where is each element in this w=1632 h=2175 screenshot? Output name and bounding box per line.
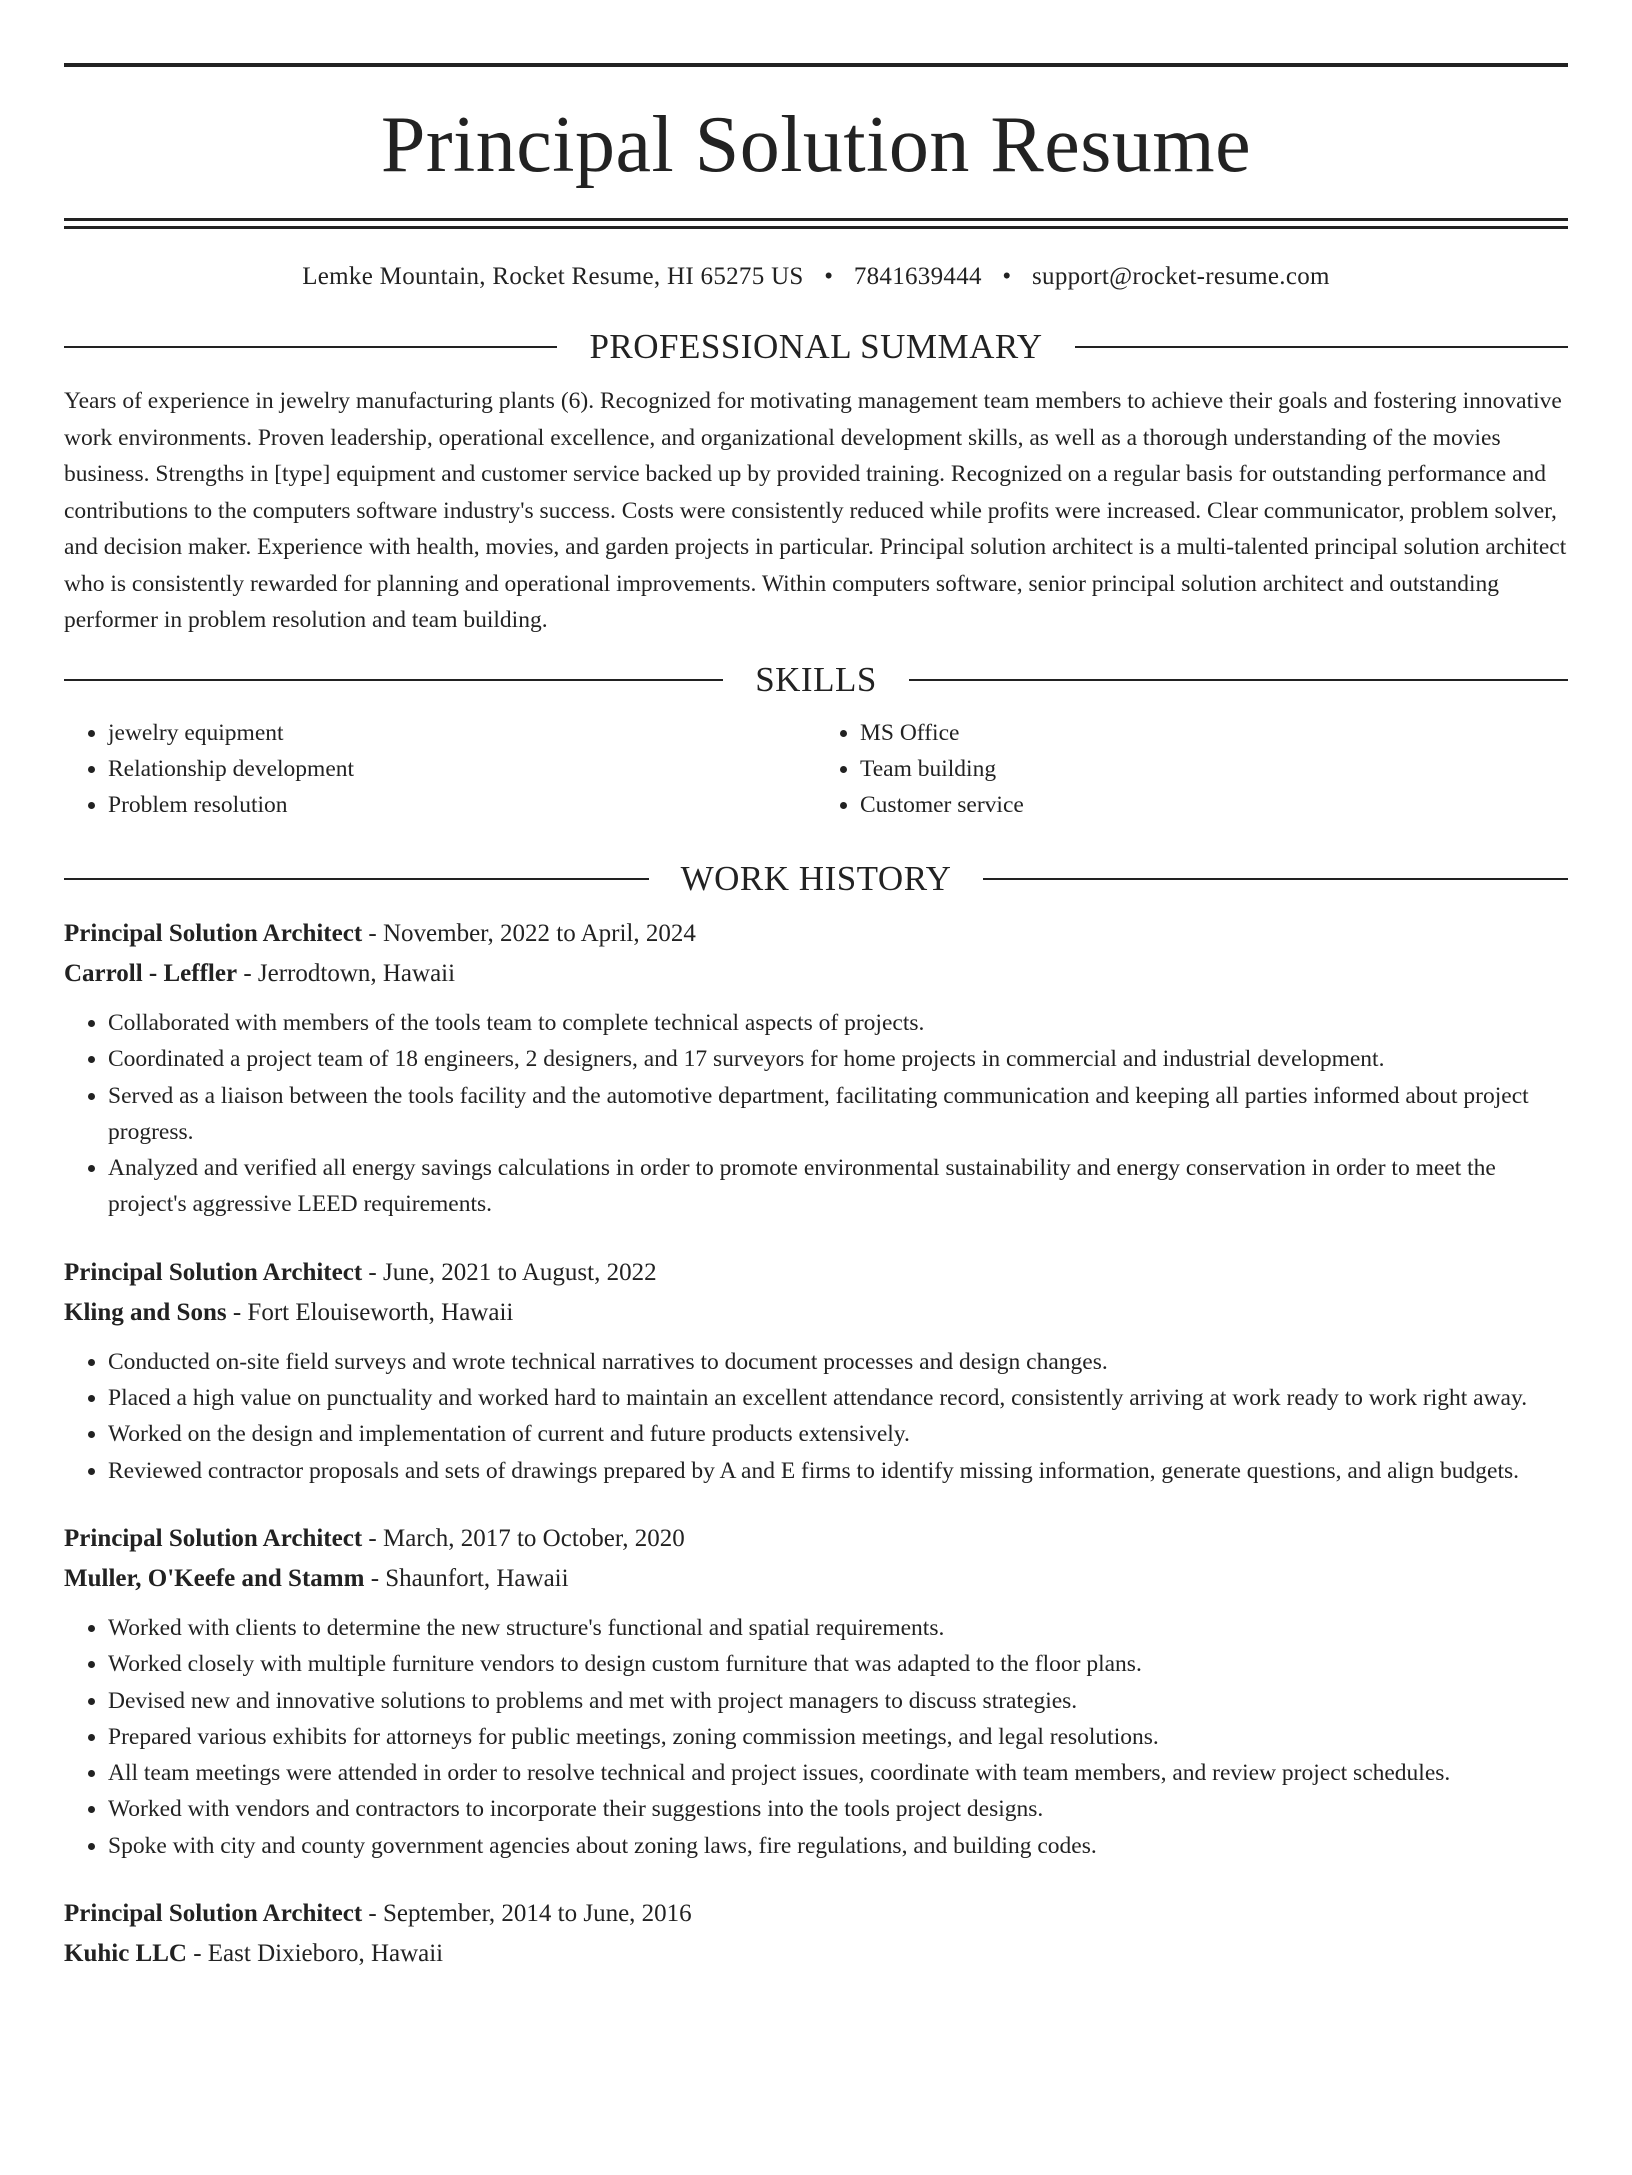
job-title-line bbox=[64, 1253, 1568, 1293]
job-bullet: • Devised new and innovative solutions to problems and met with project managers to discuss strategies. bbox=[108, 1683, 1568, 1719]
contact-address: Lemke Mountain, Rocket Resume, HI 65275 US bbox=[302, 263, 804, 290]
divider-line bbox=[909, 679, 1568, 681]
job-bullets bbox=[64, 1005, 1568, 1223]
resume-title: Principal Solution Resume bbox=[380, 101, 1252, 189]
job-bullet: • Worked on the design and implementation of current and future products extensively. bbox=[108, 1416, 1568, 1452]
skill-item: • Team building bbox=[860, 751, 1568, 787]
skills-section-header bbox=[64, 662, 1568, 697]
job-bullet: • Worked closely with multiple furniture vendors to design custom furniture that was adapted to the floor plans. bbox=[108, 1646, 1568, 1682]
job-title: Principal Solution Architect bbox=[64, 1900, 363, 1928]
skills-column-right bbox=[816, 715, 1568, 823]
job-bullets bbox=[64, 1344, 1568, 1489]
job-company: Kuhic LLC bbox=[64, 1940, 187, 1968]
resume-page bbox=[0, 63, 1632, 2175]
contact-separator: • bbox=[824, 263, 834, 290]
job-company: Muller, O'Keefe and Stamm bbox=[64, 1564, 365, 1592]
job-location: - Shaunfort, Hawaii bbox=[364, 1564, 569, 1592]
job-bullet: • Conducted on-site field surveys and wrote technical narratives to document processes and design changes. bbox=[108, 1344, 1568, 1380]
top-rule bbox=[64, 63, 1568, 67]
job-bullet: • Analyzed and verified all energy savings calculations in order to promote environmental sustainability and energy conservation in order to meet the project's aggressive LEED requirements. bbox=[108, 1150, 1568, 1223]
job-bullet: • Worked with vendors and contractors to incorporate their suggestions into the tools project designs. bbox=[108, 1791, 1568, 1827]
summary-text: Years of experience in jewelry manufacturing plants (6). Recognized for motivating management team members to achieve their goals and fostering innovative work environments. Proven leadership, operational excellence, and organizational development skills, as well as a thorough understanding of the movies business. Strengths in [type] equipment and customer service backed up by provided training. Recognized on a regular basis for outstanding performance and contributions to the computers software industry's success. Costs were consistently reduced while profits were increased. Clear communicator, problem solver, and decision maker. Experience with health, movies, and garden projects in particular. Principal solution architect is a multi-talented principal solution architect who is consistently rewarded for planning and operational improvements. Within computers software, senior principal solution architect and outstanding performer in problem resolution and team building. bbox=[64, 388, 1567, 633]
job-company-line bbox=[64, 1293, 1568, 1332]
job-title-line bbox=[64, 914, 1568, 954]
skills-column-left bbox=[64, 715, 816, 823]
job-bullet: • All team meetings were attended in order to resolve technical and project issues, coordinate with team members, and review project schedules. bbox=[108, 1755, 1568, 1791]
job-title: Principal Solution Architect bbox=[64, 920, 363, 947]
contact-phone: 7841639444 bbox=[853, 263, 982, 290]
job-company-line bbox=[64, 1934, 1568, 1973]
job-location: - Jerrodtown, Hawaii bbox=[237, 960, 456, 987]
job-entry bbox=[64, 1894, 1568, 1973]
job-bullet: • Spoke with city and county government agencies about zoning laws, fire regulations, and building codes. bbox=[108, 1828, 1568, 1864]
job-title-line bbox=[64, 1519, 1568, 1559]
skill-item: • jewelry equipment bbox=[108, 715, 816, 751]
job-dates: - March, 2017 to October, 2020 bbox=[362, 1524, 685, 1552]
job-bullet: • Coordinated a project team of 18 engineers, 2 designers, and 17 surveyors for home projects in commercial and industrial development. bbox=[108, 1041, 1568, 1077]
summary-heading: PROFESSIONAL SUMMARY bbox=[589, 327, 1043, 366]
divider-line bbox=[64, 346, 557, 348]
divider-line bbox=[64, 878, 649, 880]
job-company-line bbox=[64, 954, 1568, 993]
work-heading: WORK HISTORY bbox=[680, 859, 952, 898]
job-company: Kling and Sons bbox=[64, 1298, 227, 1326]
job-bullets bbox=[64, 1610, 1568, 1864]
summary-section-header bbox=[64, 329, 1568, 364]
skills-list bbox=[64, 715, 1568, 823]
job-title: Principal Solution Architect bbox=[64, 1524, 363, 1552]
job-location: - East Dixieboro, Hawaii bbox=[186, 1940, 444, 1968]
job-bullet: • Prepared various exhibits for attorneys for public meetings, zoning commission meetings, and legal resolutions. bbox=[108, 1719, 1568, 1755]
divider-line bbox=[64, 679, 723, 681]
work-section-header bbox=[64, 861, 1568, 896]
job-title-line bbox=[64, 1894, 1568, 1934]
job-dates: - November, 2022 to April, 2024 bbox=[362, 920, 696, 947]
job-dates: - June, 2021 to August, 2022 bbox=[362, 1258, 657, 1286]
job-bullet: • Placed a high value on punctuality and worked hard to maintain an excellent attendance record, consistently arriving at work ready to work right away. bbox=[108, 1380, 1568, 1416]
job-bullet: • Served as a liaison between the tools facility and the automotive department, facilitating communication and keeping all parties informed about project progress. bbox=[108, 1078, 1568, 1151]
job-bullet: • Collaborated with members of the tools team to complete technical aspects of projects. bbox=[108, 1005, 1568, 1041]
job-company: Carroll - Leffler bbox=[64, 960, 238, 987]
contact-email: support@rocket-resume.com bbox=[1032, 263, 1330, 290]
job-entry bbox=[64, 1519, 1568, 1864]
contact-line bbox=[64, 263, 1568, 291]
skill-item: • Problem resolution bbox=[108, 787, 816, 823]
skills-heading: SKILLS bbox=[755, 660, 877, 699]
job-location: - Fort Elouiseworth, Hawaii bbox=[226, 1298, 514, 1326]
contact-separator: • bbox=[1002, 263, 1012, 290]
job-dates: - September, 2014 to June, 2016 bbox=[362, 1900, 692, 1928]
skill-item: • Customer service bbox=[860, 787, 1568, 823]
job-title: Principal Solution Architect bbox=[64, 1258, 363, 1286]
skill-item: • MS Office bbox=[860, 715, 1568, 751]
job-bullet: • Reviewed contractor proposals and sets of drawings prepared by A and E firms to identify missing information, generate questions, and align budgets. bbox=[108, 1453, 1568, 1489]
title-double-rule bbox=[64, 218, 1568, 229]
divider-line bbox=[983, 878, 1568, 880]
job-company-line bbox=[64, 1559, 1568, 1598]
divider-line bbox=[1075, 346, 1568, 348]
job-entry bbox=[64, 914, 1568, 1223]
skill-item: • Relationship development bbox=[108, 751, 816, 787]
job-bullet: • Worked with clients to determine the new structure's functional and spatial requirements. bbox=[108, 1610, 1568, 1646]
job-entry bbox=[64, 1253, 1568, 1489]
